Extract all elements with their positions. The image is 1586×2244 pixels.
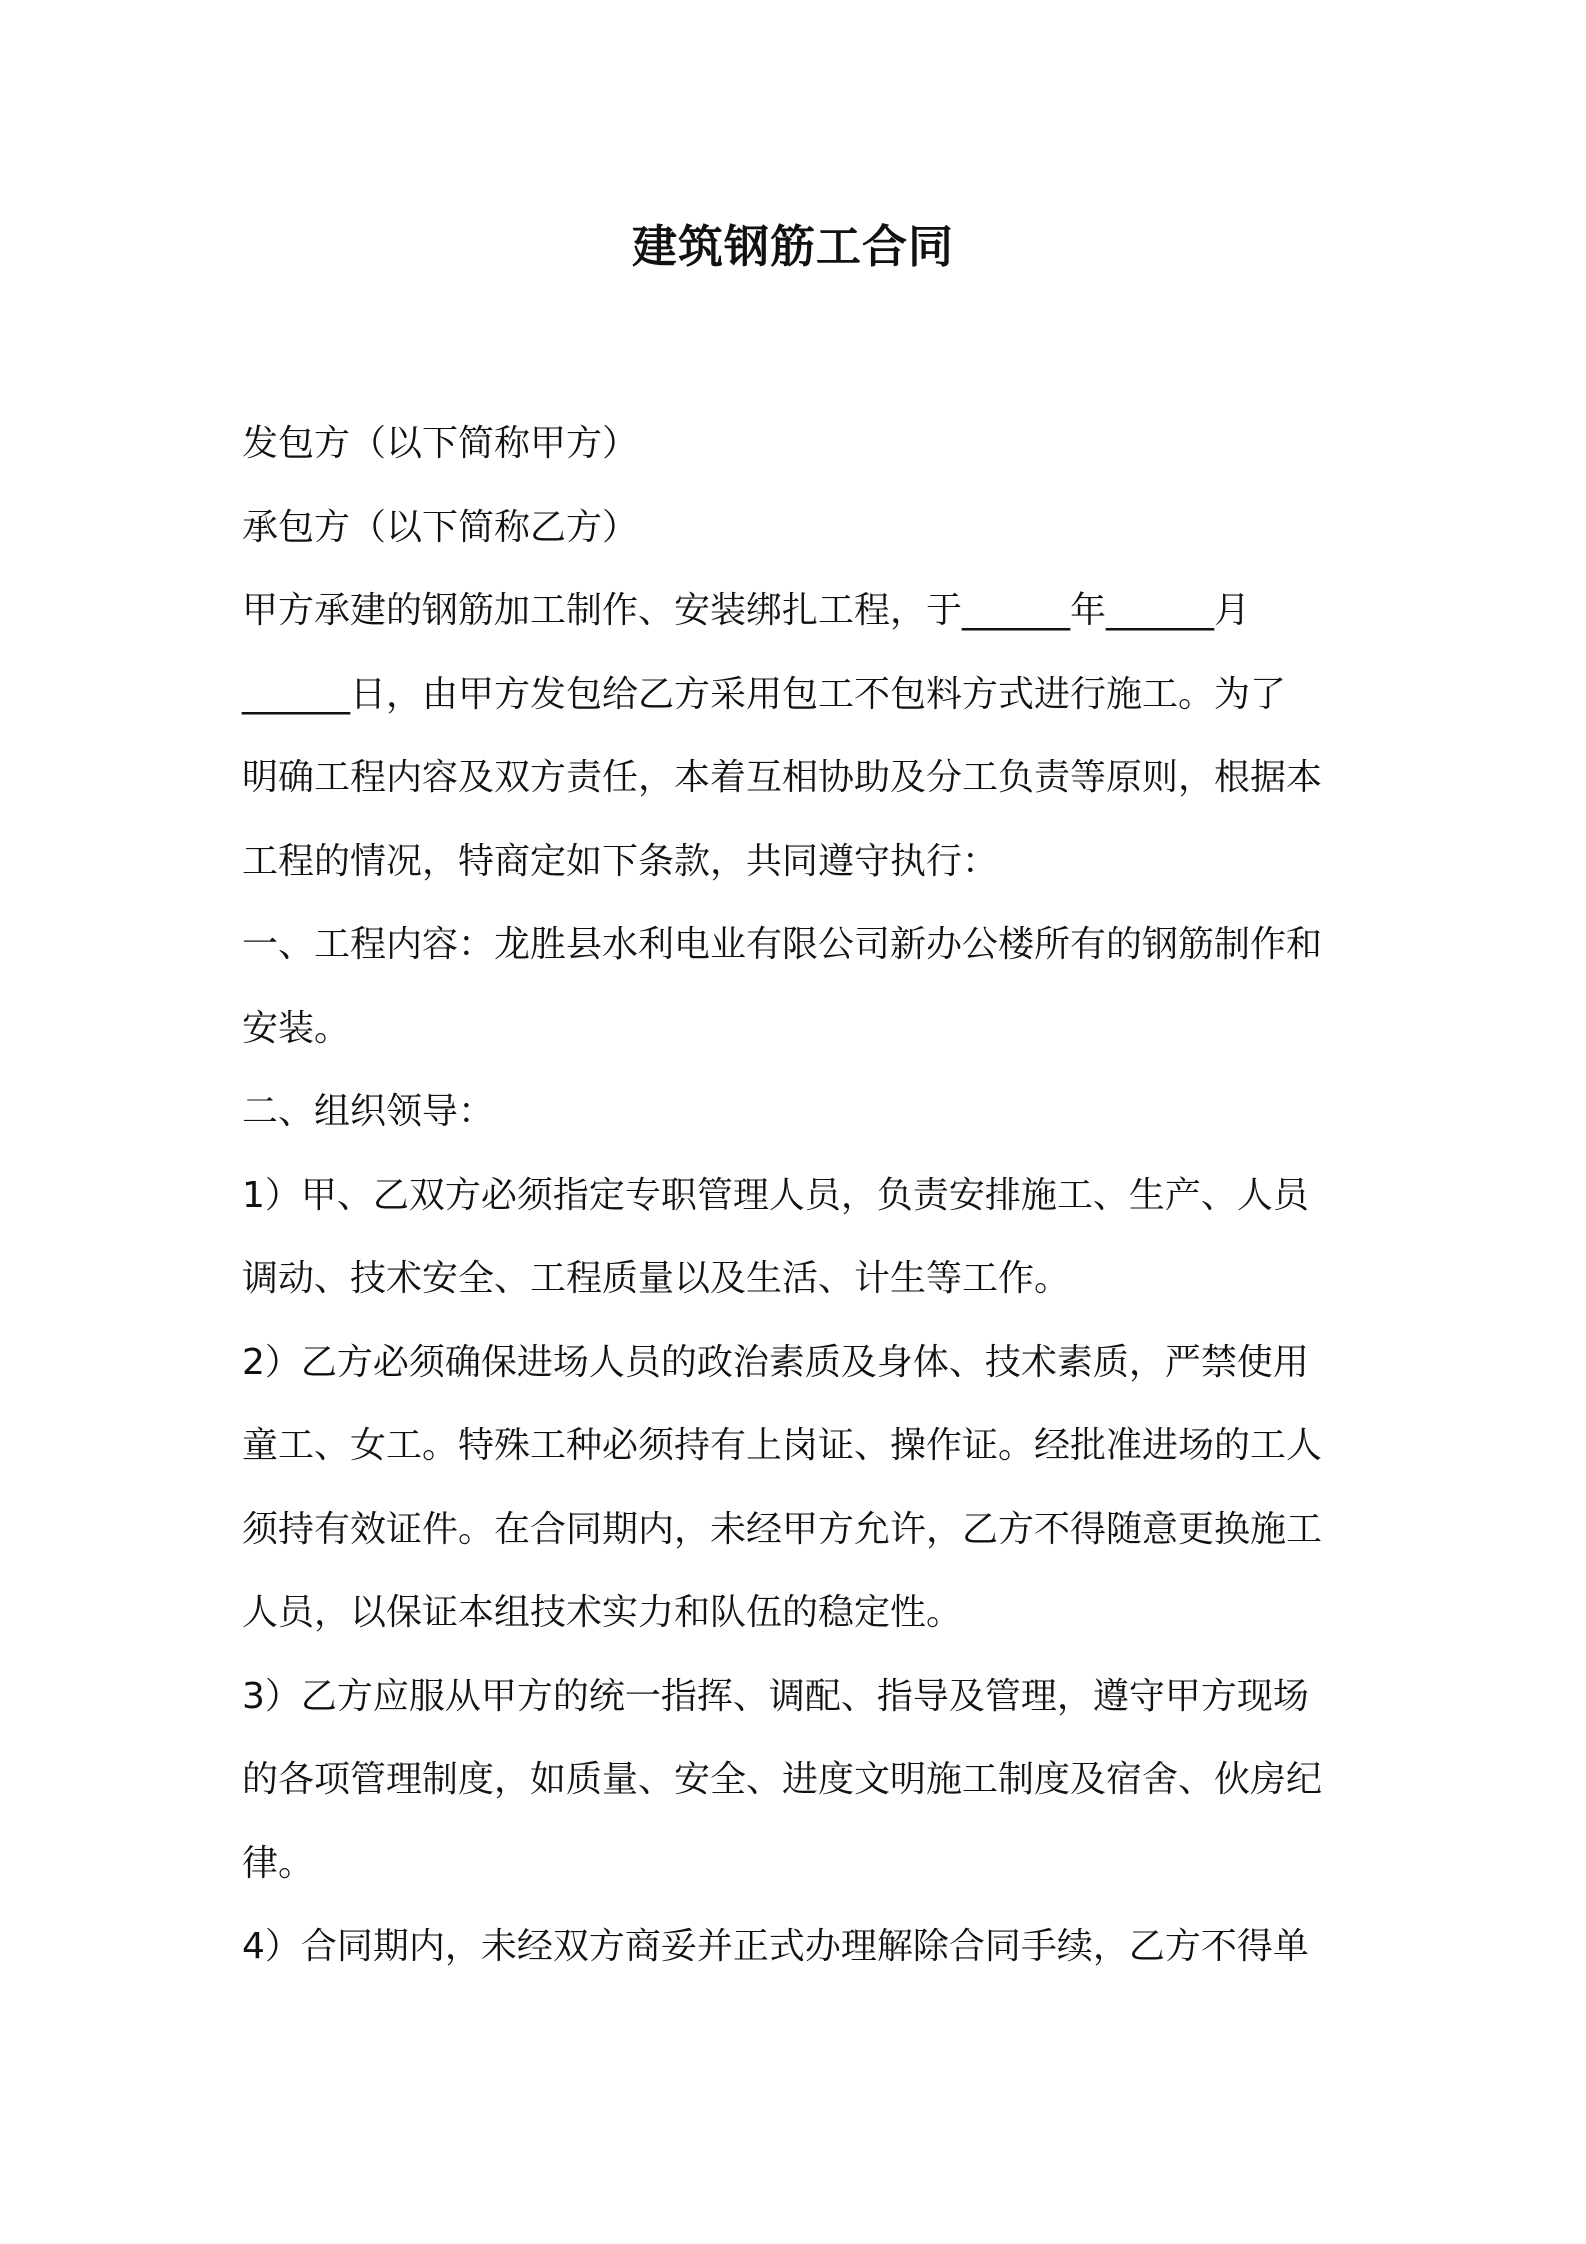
clause-4-line-1: 4）合同期内，未经双方商妥并正式办理解除合同手续，乙方不得单: [242, 1926, 1309, 1967]
clause-1-line-1: 1）甲、乙双方必须指定专职管理人员，负责安排施工、生产、人员: [242, 1174, 1309, 1216]
party-b-line: 承包方（以下简称乙方）: [242, 506, 639, 548]
clause-3-line-1: 3）乙方应服从甲方的统一指挥、调配、指导及管理，遵守甲方现场: [242, 1675, 1309, 1717]
intro-line-2: ______日，由甲方发包给乙方采用包工不包料方式进行施工。为了: [242, 673, 1287, 715]
section-2-heading: 二、组织领导：: [242, 1091, 495, 1132]
intro-line-4: 工程的情况，特商定如下条款，共同遵守执行：: [242, 840, 999, 882]
clause-1-line-2: 调动、技术安全、工程质量以及生活、计生等工作。: [242, 1258, 1071, 1299]
section-1-line-1: 一、工程内容：龙胜县水利电业有限公司新办公楼所有的钢筋制作和: [242, 924, 1323, 965]
section-1-line-2: 安装。: [242, 1007, 351, 1049]
clause-2-line-3: 须持有效证件。在合同期内，未经甲方允许，乙方不得随意更换施工: [242, 1508, 1323, 1550]
document-title: 建筑钢筋工合同: [631, 220, 954, 273]
clause-3-line-3: 律。: [242, 1842, 315, 1884]
clause-2-line-2: 童工、女工。特殊工种必须持有上岗证、操作证。经批准进场的工人: [242, 1425, 1323, 1466]
intro-line-1: 甲方承建的钢筋加工制作、安装绑扎工程，于______年______月: [242, 590, 1251, 631]
intro-line-3: 明确工程内容及双方责任，本着互相协助及分工负责等原则，根据本: [242, 757, 1323, 798]
party-a-line: 发包方（以下简称甲方）: [242, 423, 639, 464]
document-body: [242, 402, 1362, 1989]
clause-3-line-2: 的各项管理制度，如质量、安全、进度文明施工制度及宿舍、伙房纪: [242, 1759, 1323, 1800]
clause-2-line-1: 2）乙方必须确保进场人员的政治素质及身体、技术素质，严禁使用: [242, 1341, 1309, 1383]
clause-2-line-4: 人员，以保证本组技术实力和队伍的稳定性。: [242, 1592, 963, 1633]
